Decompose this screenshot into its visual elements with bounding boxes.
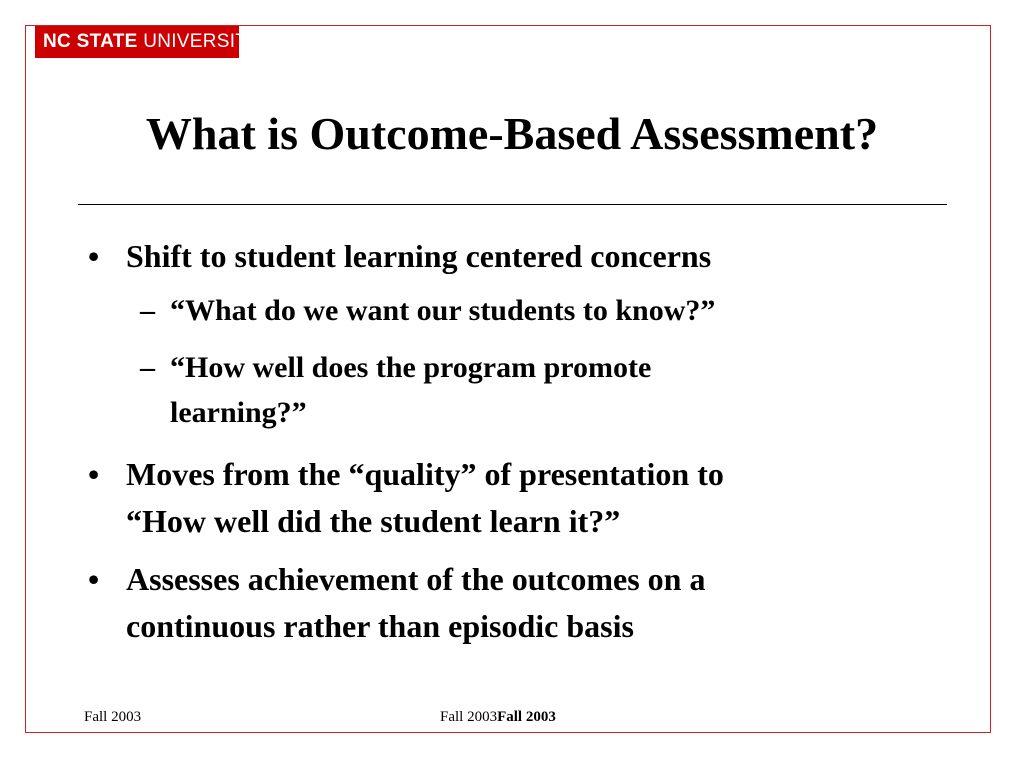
bullet-marker: • (88, 238, 100, 274)
subbullet-marker: – (140, 351, 155, 384)
subbullet-text: “What do we want our students to know?” (170, 294, 716, 327)
bullet-text-continued: “How well did the student learn it?” (126, 503, 621, 539)
subbullet-text: “How well does the program promote (170, 351, 652, 384)
footer-center-regular: Fall 2003 (440, 709, 498, 725)
bullet-marker: • (88, 561, 100, 597)
footer-date-left: Fall 2003 (84, 709, 142, 725)
bullet-marker: • (88, 456, 100, 492)
bullet-text-continued: continuous rather than episodic basis (126, 608, 634, 644)
subbullet-marker: – (140, 294, 155, 327)
logo-bold-text: NC STATE (43, 31, 138, 52)
slide-title: What is Outcome-Based Assessment? (145, 108, 879, 159)
logo-light-text: UNIVERSITY (143, 31, 261, 52)
subbullet-text-continued: learning?” (170, 396, 307, 429)
bullet-text: Shift to student learning centered concerns (126, 238, 712, 274)
bullet-text: Assesses achievement of the outcomes on a (126, 561, 706, 597)
footer-center-bold: Fall 2003 (497, 709, 556, 725)
footer-date-center (440, 709, 556, 726)
bullet-text: Moves from the “quality” of presentation to (126, 456, 724, 492)
